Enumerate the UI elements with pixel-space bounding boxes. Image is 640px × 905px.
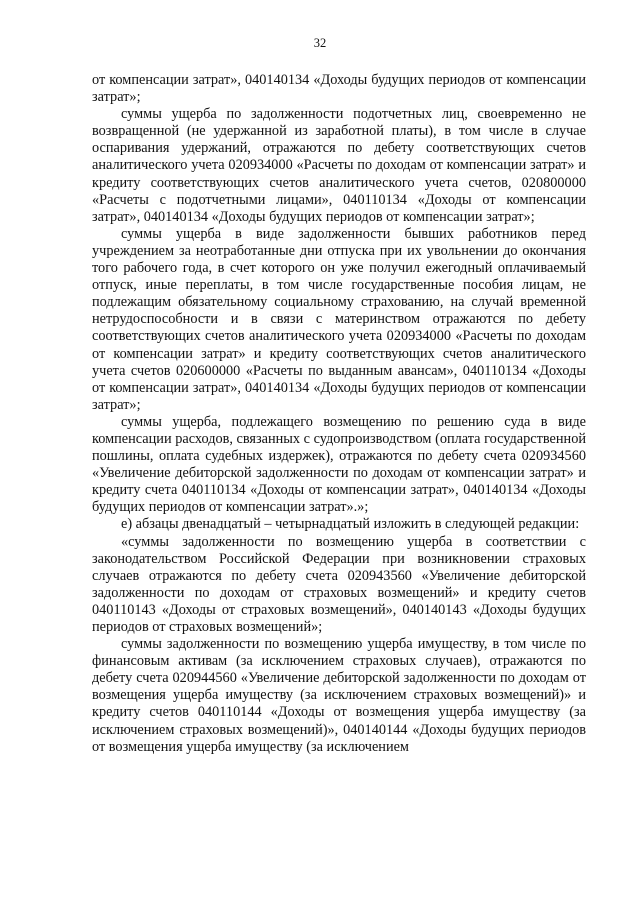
paragraph-continuation: от компенсации затрат», 040140134 «Доходы будущих периодов от компенсации затрат»; [92,72,586,106]
paragraph-amendment-e: е) абзацы двенадцатый – четырнадцатый изложить в следующей редакции: [121,516,580,533]
paragraph-insurance-cases: «суммы задолженности по возмещению ущерба в соответствии с законодательством Российской Федерации при возникновении страховых случаев отражаются по дебету счета 020943560 «Увеличение дебиторской задолженности по доходам от страховых возмещений» и кредиту счетов 040110143 «Доходы от страховых возмещений», 040140143 «Доходы будущих периодов от страховых возмещений»; [92,533,586,635]
page-number: 32 [313,36,327,50]
document-body [92,72,586,756]
paragraph-court-decision: суммы ущерба, подлежащего возмещению по решению суда в виде компенсации расходов, связанных с судопроизводством (оплата государственной пошлины, оплата судебных издержек), отражаются по дебету счета 020934560 «Увеличение дебиторской задолженности по доходам от компенсации затрат» и кредиту счета 040110134 «Доходы от компенсации затрат», 040140134 «Доходы будущих периодов от компенсации затрат».»; [92,413,586,516]
paragraph-property-damage: суммы задолженности по возмещению ущерба имуществу, в том числе по финансовым активам (за исключением страховых случаев), отражаются по дебету счета 020944560 «Увеличение дебиторской задолженности по доходам от возмещения ущерба имуществу (за исключением страховых возмещений)» и кредиту счетов 040110144 «Доходы от возмещения ущерба имуществу (за исключением страховых возмещений)», 040140144 «Доходы будущих периодов от возмещения ущерба имуществу (за исключением [92,636,586,755]
paragraph-accountable-persons: суммы ущерба по задолженности подотчетных лиц, своевременно не возвращенной (не удержанной из заработной платы), в том числе в случае оспаривания удержаний, отражаются по дебету соответствующих счетов аналитического учета 020934000 «Расчеты по доходам от компенсации затрат» и кредиту соответствующих счетов аналитического учета счетов, 020800000 «Расчеты с подотчетными лицами», 040110134 «Доходы от компенсации затрат», 040140134 «Доходы будущих периодов от компенсации затрат»; [92,106,586,225]
paragraph-former-employees: суммы ущерба в виде задолженности бывших работников перед учреждением за неотработанные дни отпуска при их увольнении до окончания того рабочего года, в счет которого он уже получил ежегодный оплачиваемый отпуск, иные переплаты, в том числе государственные пособия лицам, не подлежащим обязательному социальному страхованию, на случай временной нетрудоспособности и в связи с материнством отражаются по дебету соответствующих счетов аналитического учета 020934000 «Расчеты по доходам от компенсации затрат» и кредиту соответствующих счетов аналитического учета счетов 020600000 «Расчеты по выданным авансам», 040110134 «Доходы от компенсации затрат», 040140134 «Доходы будущих периодов от компенсации затрат»; [92,225,586,413]
